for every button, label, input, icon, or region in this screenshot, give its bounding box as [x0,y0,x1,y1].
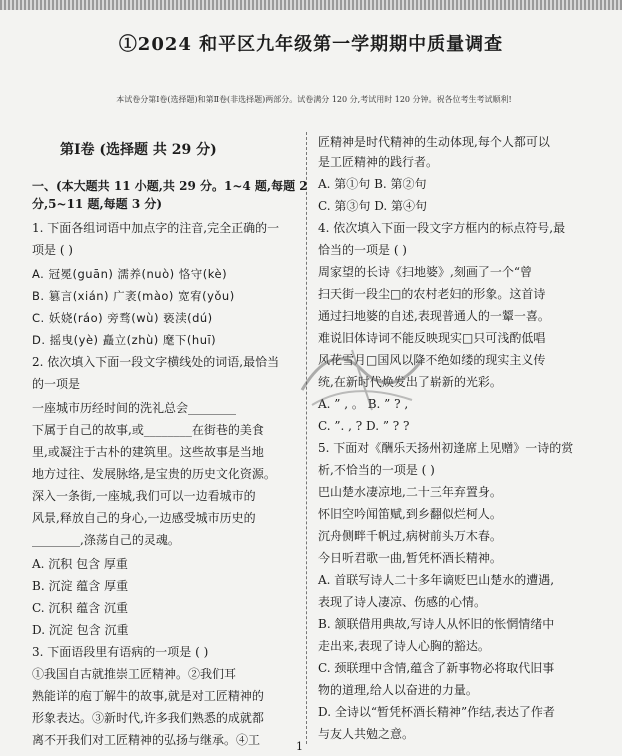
right-line: 恰当的一项是 ( ) [318,243,407,257]
left-line: B. 沉淀 蕴含 厚重 [32,579,129,593]
left-line: 形象表达。③新时代,许多我们熟悉的成就都 [32,711,264,725]
column-divider [306,132,307,744]
right-line: 难说旧体诗词不能反映现实□只可浅酌低唱 [318,331,546,345]
left-line: 项是 ( ) [32,243,73,257]
exam-instructions: 本试卷分第Ⅰ卷(选择题)和第Ⅱ卷(非选择题)两部分。试卷满分 120 分,考试用时 120 分钟。祝各位考生考试顺利! [116,95,512,104]
right-line: A. 第①句 B. 第②句 [318,177,427,191]
left-line: 的一项是 [32,377,81,391]
exam-title: ①2024 和平区九年级第一学期期中质量调查 [118,34,504,55]
right-line: 5. 下面对《酬乐天扬州初逢席上见赠》一诗的赏 [318,441,574,455]
left-line: 一、(本大题共 11 小题,共 29 分。1~4 题,每题 2 [32,179,308,193]
left-line: ①我国自古就推崇工匠精神。②我们耳 [32,667,237,681]
poem-line: 今日听君歌一曲,暂凭杯酒长精神。 [318,551,502,565]
right-line: 与友人共勉之意。 [318,727,415,741]
right-line: A. ” , 。 B. ” ? , [318,397,409,411]
right-line: D. 全诗以“暂凭杯酒长精神”作结,表达了作者 [318,705,555,719]
right-line: C. 颈联理中含情,蕴含了新事物必将取代旧事 [318,661,555,675]
right-line: B. 颔联借用典故,写诗人从怀旧的怅惘情绪中 [318,617,555,631]
right-line: 扫天街一段尘□的农村老妇的形象。这首诗 [318,287,546,301]
left-line: 1. 下面各组词语中加点字的注音,完全正确的一 [32,221,280,235]
left-line: C. 沉积 蕴含 沉重 [32,601,129,615]
right-line: 表现了诗人凄凉、伤感的心情。 [318,595,487,609]
left-line: B. 篡言(xián) 广袤(mào) 宽宥(yǒu) [32,289,235,303]
right-line: 物的道理,给人以奋进的力量。 [318,683,478,697]
left-line: 熟能详的庖丁解牛的故事,就是对工匠精神的 [32,689,264,703]
left-line: 里,或凝注于古朴的建筑里。这些故事是当地 [32,445,264,459]
watermark-logo [292,330,432,420]
right-line: C. 第③句 D. 第④句 [318,199,428,213]
left-line: C. 妖娆(ráo) 旁骛(wù) 亵渎(dú) [32,311,213,325]
poem-line: 沉舟侧畔千帆过,病树前头万木春。 [318,529,502,543]
right-line: 走出来,表现了诗人心胸的豁达。 [318,639,490,653]
right-line: 匠精神是时代精神的生动体现,每个人都可以 [318,135,550,149]
left-line: D. 摇曳(yè) 矗立(zhù) 麾下(huī) [32,333,217,347]
left-line: 地方过往、发展脉络,是宝贵的历史文化资源。 [32,467,276,481]
right-line: C. ”. , ? D. ” ? ? [318,419,410,433]
right-line: 通过扫地婆的自述,表现普通人的一颦一喜。 [318,309,550,323]
section-heading: 第Ⅰ卷 (选择题 共 29 分) [60,142,217,158]
left-line: 离不开我们对工匠精神的弘扬与继承。④工 [32,733,261,747]
right-line: 4. 依次填入下面一段文字方框内的标点符号,最 [318,221,566,235]
scan-top-edge [0,0,622,10]
right-line: 析,不恰当的一项是 ( ) [318,463,435,477]
left-line: D. 沉淀 包含 沉重 [32,623,129,637]
left-line: ________,涤荡自己的灵魂。 [32,533,180,547]
poem-line: 怀旧空吟闻笛赋,到乡翻似烂柯人。 [318,507,502,521]
left-line: A. 沉积 包含 厚重 [32,557,128,571]
left-line: 2. 依次填入下面一段文字横线处的词语,最恰当 [32,355,280,369]
right-line: 统,在新时代焕发出了崭新的光彩。 [318,375,502,389]
left-line: 分,5~11 题,每题 3 分) [32,197,163,211]
left-line: 下属于自己的故事,或________在街巷的美食 [32,423,264,437]
left-line: 一座城市历经时间的洗礼总会________ [32,401,237,415]
right-line: 风花雪月□国风以降不绝如缕的现实主义传 [318,353,546,367]
right-line: 是工匠精神的践行者。 [318,155,439,169]
left-line: 3. 下面语段里有语病的一项是 ( ) [32,645,209,659]
right-line: A. 首联写诗人二十多年谪贬巴山楚水的遭遇, [318,573,555,587]
right-line: 周家望的长诗《扫地婆》,刻画了一个“曾 [318,265,532,279]
poem-line: 巴山楚水凄凉地,二十三年弃置身。 [318,485,502,499]
left-line: 深入一条街,一座城,我们可以一边看城市的 [32,489,256,503]
left-line: 风景,释放自己的身心,一边感受城市历史的 [32,511,256,525]
left-line: A. 冠冕(guān) 濡养(nuò) 恪守(kè) [32,267,228,281]
page-number: 1 [296,740,303,753]
